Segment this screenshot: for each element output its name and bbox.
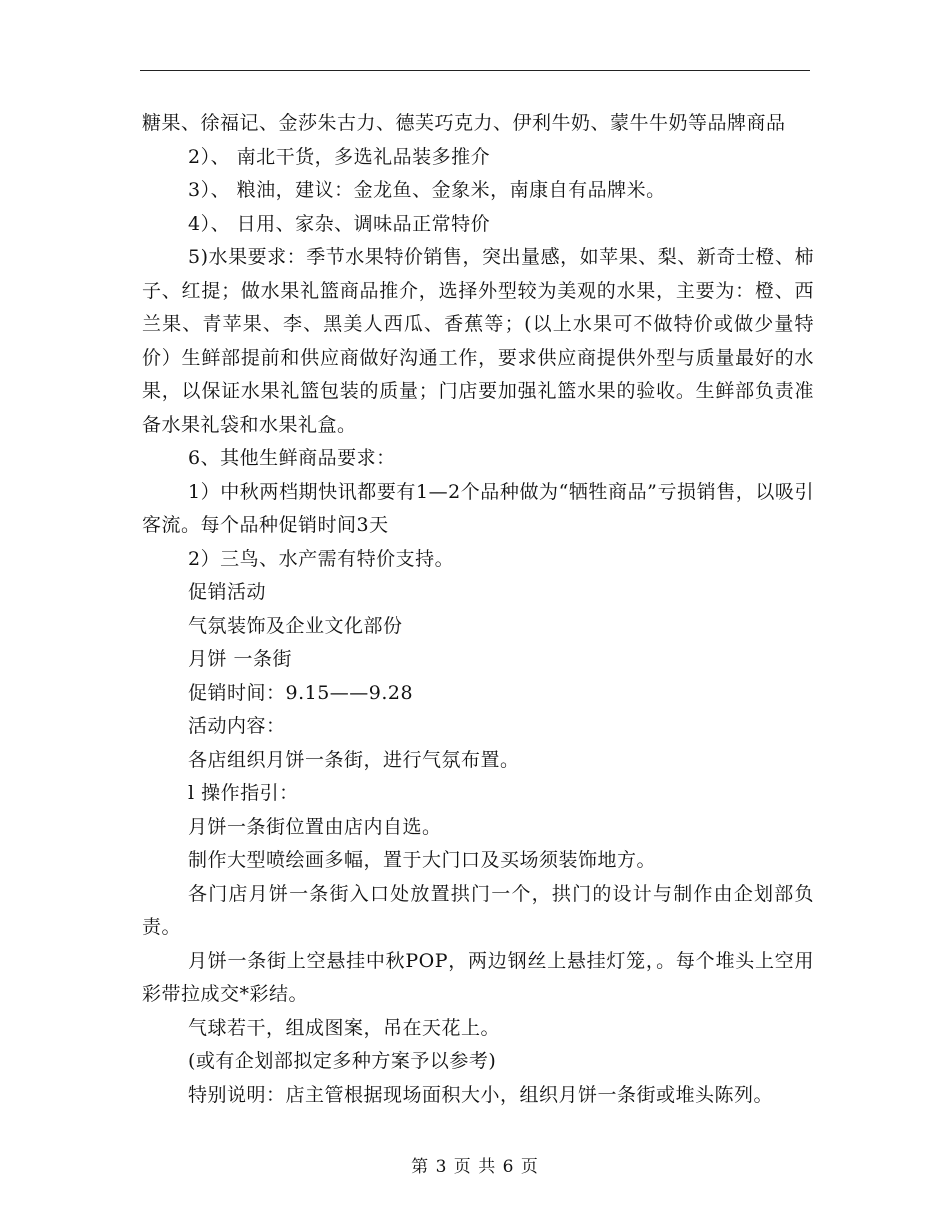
paragraph: (或有企划部拟定多种方案予以参考)	[188, 1050, 497, 1072]
header-rule	[140, 70, 810, 71]
paragraph: l 操作指引：	[188, 782, 299, 804]
paragraph: 月饼 一条街	[188, 648, 293, 670]
paragraph: 6、其他生鲜商品要求：	[188, 447, 396, 469]
document-body	[142, 107, 814, 1112]
page-number-label: 第 3 页 共 6 页	[411, 1157, 539, 1177]
paragraph: 1）中秋两档期快讯都要有1—2个品种做为“牺牲商品”亏损销售，以吸引客流。每个品种促销时间3天	[142, 480, 814, 536]
paragraph: 5)水果要求：季节水果特价销售，突出量感，如苹果、梨、新奇士橙、柿子、红提；做水果礼篮商品推介，选择外型较为美观的水果，主要为：橙、西兰果、青苹果、李、黑美人西瓜、香蕉等；(以上水果可不做特价或做少量特价）生鲜部提前和供应商做好沟通工作，要求供应商提供外型与质量最好的水果，以保证水果礼篮包装的质量；门店要加强礼篮水果的验收。生鲜部负责准备水果礼袋和水果礼盒。	[142, 246, 814, 436]
paragraph: 4）、 日用、家杂、调味品正常特价	[188, 212, 491, 235]
paragraph: 促销时间：9.15——9.28	[188, 681, 414, 704]
paragraph: 促销活动	[188, 581, 267, 603]
paragraph: 3）、 粮油，建议：金龙鱼、金象米，南康自有品牌米。	[188, 179, 666, 201]
page-footer	[0, 1152, 950, 1177]
paragraph: 月饼一条街上空悬挂中秋POP，两边钢丝上悬挂灯笼，。每个堆头上空用彩带拉成交*彩结。	[142, 949, 814, 1005]
paragraph: 气氛装饰及企业文化部份	[188, 614, 403, 637]
paragraph: 2）三鸟、水产需有特价支持。	[188, 547, 455, 570]
paragraph: 活动内容：	[188, 715, 286, 737]
paragraph: 制作大型喷绘画多幅，置于大门口及买场须装饰地方。	[188, 849, 657, 871]
paragraph: 2）、 南北干货，多选礼品装多推介	[188, 145, 491, 168]
paragraph: 各店组织月饼一条街，进行气氛布置。	[188, 748, 520, 771]
paragraph: 月饼一条街位置由店内自选。	[188, 815, 442, 838]
paragraph: 糖果、徐福记、金莎朱古力、德芙巧克力、伊利牛奶、蒙牛牛奶等品牌商品	[142, 112, 786, 134]
paragraph: 各门店月饼一条街入口处放置拱门一个，拱门的设计与制作由企划部负责。	[142, 882, 814, 938]
paragraph: 特别说明：店主管根据现场面积大小，组织月饼一条街或堆头陈列。	[188, 1083, 774, 1106]
paragraph: 气球若干，组成图案，吊在天花上。	[188, 1016, 501, 1039]
